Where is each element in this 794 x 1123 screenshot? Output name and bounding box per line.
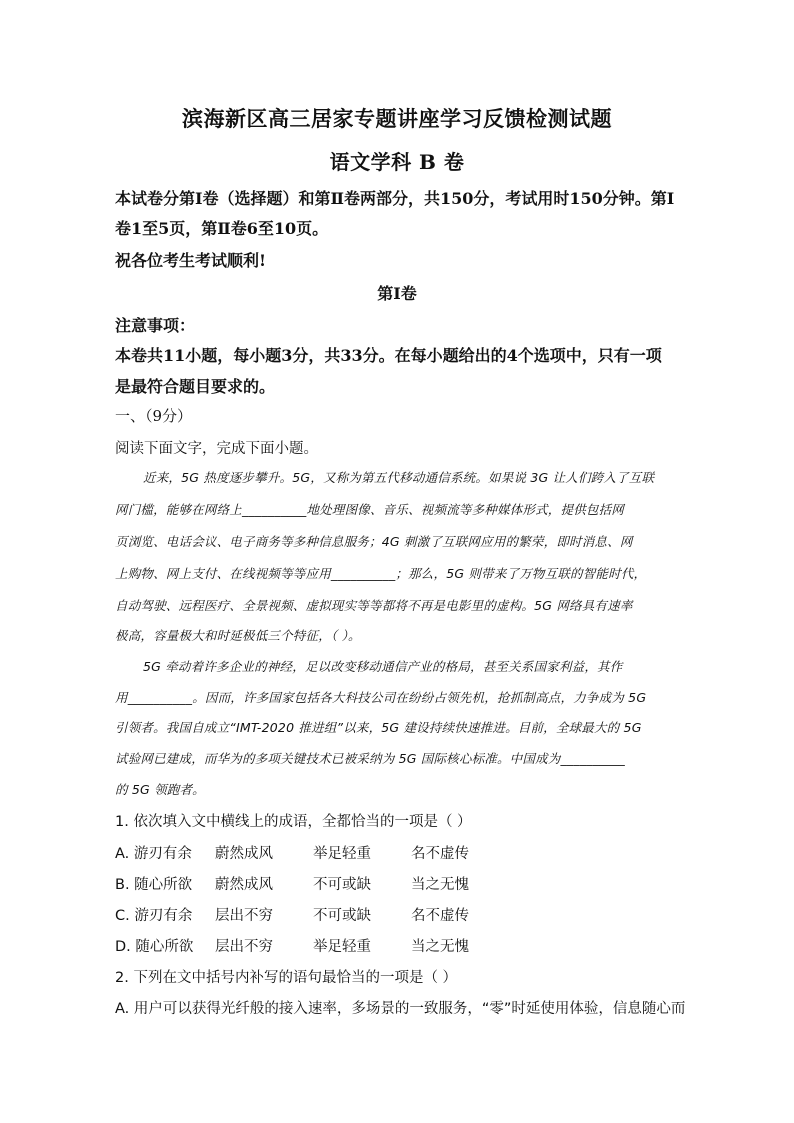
question-1-option-d (115, 935, 469, 956)
question-2-stem: 2. 下列在文中括号内补写的语句最恰当的一项是（ ） (115, 970, 458, 986)
option-d-word-4: 当之无愧 (411, 939, 469, 955)
option-a-word-3: 举足轻重 (313, 846, 371, 862)
exam-title: 滨海新区高三居家专题讲座学习反馈检测试题 (182, 106, 612, 131)
intro-line-1: 本试卷分第Ⅰ卷（选择题）和第Ⅱ卷两部分，共150分，考试用时150分钟。第Ⅰ (115, 189, 675, 208)
part1-title: 第Ⅰ卷 (377, 284, 417, 303)
option-c-word-1: C. 游刃有余 (115, 908, 193, 924)
passage-p1-line-4: 上购物、网上支付、在线视频等等应用__________；那么，5G 则带来了万物互联的智能时代， (115, 566, 647, 581)
exam-subtitle: 语文学科 B 卷 (329, 150, 465, 174)
passage-p1-line-1: 近来，5G 热度逐步攀升。5G，又称为第五代移动通信系统。如果说 3G 让人们跨入了互联 (143, 470, 655, 485)
notes-label: 注意事项： (115, 316, 196, 335)
intro-line-2: 卷1至5页，第Ⅱ卷6至10页。 (115, 219, 329, 238)
option-b-word-2: 蔚然成风 (215, 877, 273, 893)
passage-p2-line-2: 用__________。因而，许多国家包括各大科技公司在纷纷占领先机，抢抓制高点，力争成为 5G (115, 690, 647, 705)
option-b-word-4: 当之无愧 (411, 877, 469, 893)
question-1-stem: 1. 依次填入文中横线上的成语，全都恰当的一项是（ ） (115, 814, 472, 830)
option-d-word-1: D. 随心所欲 (115, 939, 194, 955)
section1-heading: 一、（9分） (115, 407, 193, 425)
option-a-word-1: A. 游刃有余 (115, 846, 192, 862)
option-c-word-3: 不可或缺 (313, 908, 371, 924)
passage-p2-line-5: 的 5G 领跑者。 (115, 782, 205, 797)
question-2-option-a: A. 用户可以获得光纤般的接入速率，多场景的一致服务，“零”时延使用体验，信息随心而 (115, 1001, 686, 1017)
passage-p1-line-6: 极高，容量极大和时延极低三个特征，（ ）。 (115, 628, 361, 643)
passage-p1-line-3: 页浏览、电话会议、电子商务等多种信息服务；4G 刺激了互联网应用的繁荣，即时消息、网 (115, 534, 633, 549)
question-1-option-b (115, 873, 469, 894)
question-1-option-a (115, 842, 469, 863)
option-a-word-4: 名不虚传 (411, 846, 469, 862)
option-b-word-3: 不可或缺 (313, 877, 371, 893)
option-a-word-2: 蔚然成风 (215, 846, 273, 862)
passage-p1-line-2: 网门槛，能够在网络上__________地处理图像、音乐、视频流等多种媒体形式，提供包括网 (115, 502, 625, 517)
passage-p2-line-4: 试验网已建成，而华为的多项关键技术已被采纳为 5G 国际核心标准。中国成为__________ (115, 751, 625, 766)
intro-wish: 祝各位考生考试顺利! (115, 251, 267, 270)
option-d-word-3: 举足轻重 (313, 939, 371, 955)
passage-p2-line-1: 5G 牵动着许多企业的神经，足以改变移动通信产业的格局，甚至关系国家利益，其作 (143, 659, 623, 674)
notes-line-2: 是最符合题目要求的。 (115, 377, 276, 396)
option-d-word-2: 层出不穷 (215, 939, 273, 955)
section1-instruction: 阅读下面文字，完成下面小题。 (115, 441, 318, 457)
notes-line-1: 本卷共11小题，每小题3分，共33分。在每小题给出的4个选项中，只有一项 (115, 346, 662, 365)
question-1-option-c (115, 904, 469, 925)
passage-p2-line-3: 引领者。我国自成立“IMT-2020 推进组”以来，5G 建设持续快速推进。目前，全球最大的 5G (115, 720, 642, 735)
passage-p1-line-5: 自动驾驶、远程医疗、全景视频、虚拟现实等等都将不再是电影里的虚构。5G 网络具有速率 (115, 598, 633, 613)
option-c-word-2: 层出不穷 (215, 908, 273, 924)
option-c-word-4: 名不虚传 (411, 908, 469, 924)
option-b-word-1: B. 随心所欲 (115, 877, 193, 893)
